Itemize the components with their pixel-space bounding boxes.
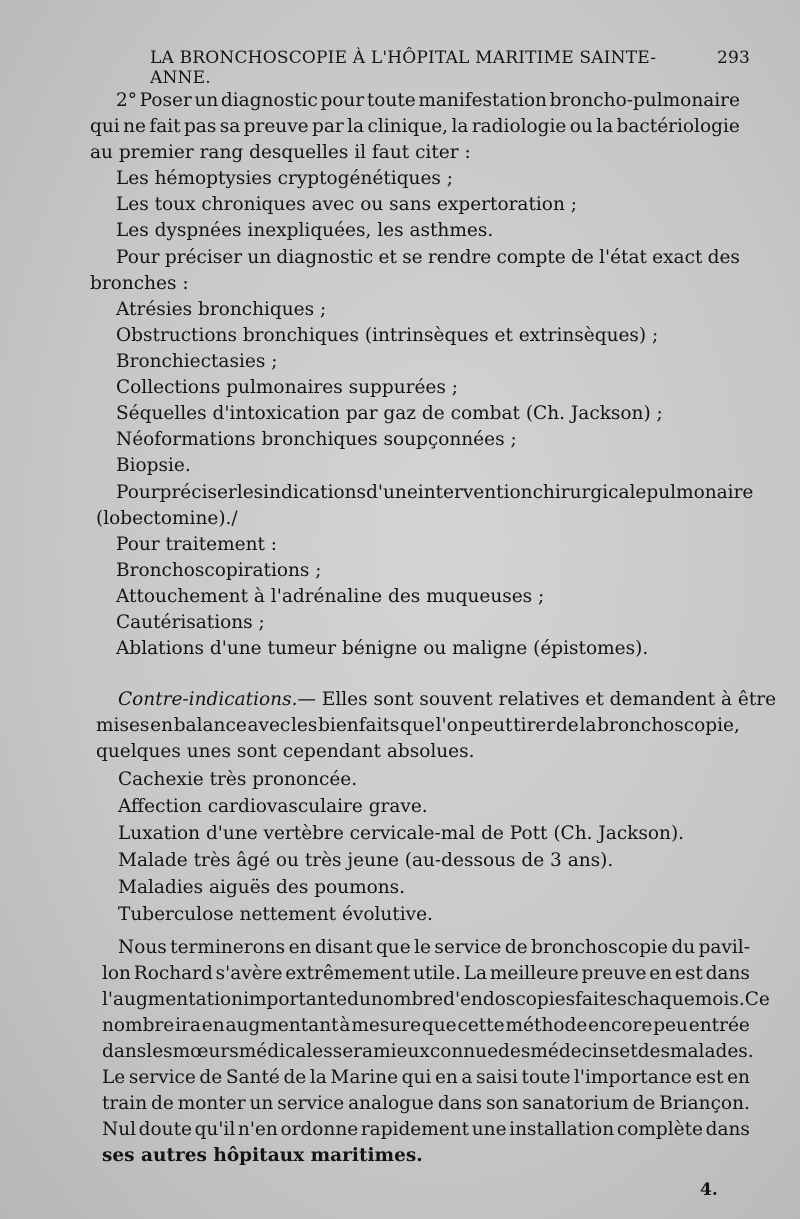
paragraph-line: au premier rang desquelles il faut citer : [90,142,471,163]
paragraph-line: Nul doute qu'il n'en ordonne rapidement une installation complète dans [102,1119,750,1140]
list-item: Bronchoscopirations ; [116,560,322,581]
list-item: Cautérisations ; [116,612,265,633]
paragraph-line: bronches : [90,273,189,294]
paragraph-line: mises en balance avec les bienfaits que l'on peut tirer de la bronchoscopie, [96,715,740,736]
list-item: Biopsie. [116,455,191,476]
paragraph-line: — Elles sont souvent relatives et demandent à être [297,689,777,710]
paragraph-line: ses autres hôpitaux maritimes. [102,1145,423,1166]
list-item: Luxation d'une vertèbre cervicale-mal de Pott (Ch. Jackson). [118,823,685,844]
contra-first-line [118,687,777,713]
list-item: Attouchement à l'adrénaline des muqueuses ; [116,586,545,607]
list-item: Atrésies bronchiques ; [116,299,327,320]
paragraph-line: quelques unes sont cependant absolues. [96,741,475,762]
paragraph-line: dans les mœurs médicales sera mieux connue des médecins et des malades. [102,1041,754,1062]
paragraph-line: nombre ira en augmentant à mesure que cette méthode encore peu entrée [102,1015,750,1036]
paragraph-line: Pour préciser un diagnostic et se rendre compte de l'état exact des [116,247,740,268]
list-item: Affection cardiovasculaire grave. [118,796,428,817]
list-item: Malade très âgé ou très jeune (au-dessous de 3 ans). [118,850,614,871]
list-item: Les dyspnées inexpliquées, les asthmes. [116,220,494,241]
paragraph-line: Nous terminerons en disant que le service de bronchoscopie du pavil- [118,937,750,958]
section-heading: Contre-indications. [118,689,298,710]
paragraph-line: (lobectomine)./ [96,508,238,529]
list-intro: Pour traitement : [116,534,278,555]
list-item: Cachexie très prononcée. [118,769,358,790]
paragraph-line: lon Rochard s'avère extrêmement utile. La meilleure preuve en est dans [102,963,750,984]
list-item: Maladies aiguës des poumons. [118,877,406,898]
paragraph-line: 2° Poser un diagnostic pour toute manifestation broncho-pulmonaire [116,90,740,111]
list-item: Néoformations bronchiques soupçonnées ; [116,429,517,450]
signature-mark: 4. [700,1180,718,1200]
list-item: Tuberculose nettement évolutive. [118,904,433,925]
paragraph-line: Le service de Santé de la Marine qui en a saisi toute l'importance est en [102,1067,750,1088]
list-item: Obstructions bronchiques (intrinsèques et extrinsèques) ; [116,325,659,346]
paragraph-line: train de monter un service analogue dans son sanatorium de Briançon. [102,1093,750,1114]
list-item: Bronchiectasies ; [116,351,278,372]
list-item: Les hémoptysies cryptogénétiques ; [116,168,454,189]
running-title: LA BRONCHOSCOPIE À L'HÔPITAL MARITIME SAINTE-ANNE. [150,48,657,88]
paragraph-line: Pour préciser les indications d'une intervention chirurgicale pulmonaire [116,482,754,503]
page-number: 293 [716,48,750,68]
running-header [150,48,750,88]
list-item: Ablations d'une tumeur bénigne ou maligne (épistomes). [116,638,649,659]
paragraph-line: l'augmentation importante du nombre d'endoscopies faites chaque mois. Ce [102,989,770,1010]
list-item: Les toux chroniques avec ou sans expertoration ; [116,194,577,215]
list-item: Séquelles d'intoxication par gaz de combat (Ch. Jackson) ; [116,403,663,424]
paragraph-line: qui ne fait pas sa preuve par la clinique, la radiologie ou la bactériologie [90,116,740,137]
list-item: Collections pulmonaires suppurées ; [116,377,458,398]
